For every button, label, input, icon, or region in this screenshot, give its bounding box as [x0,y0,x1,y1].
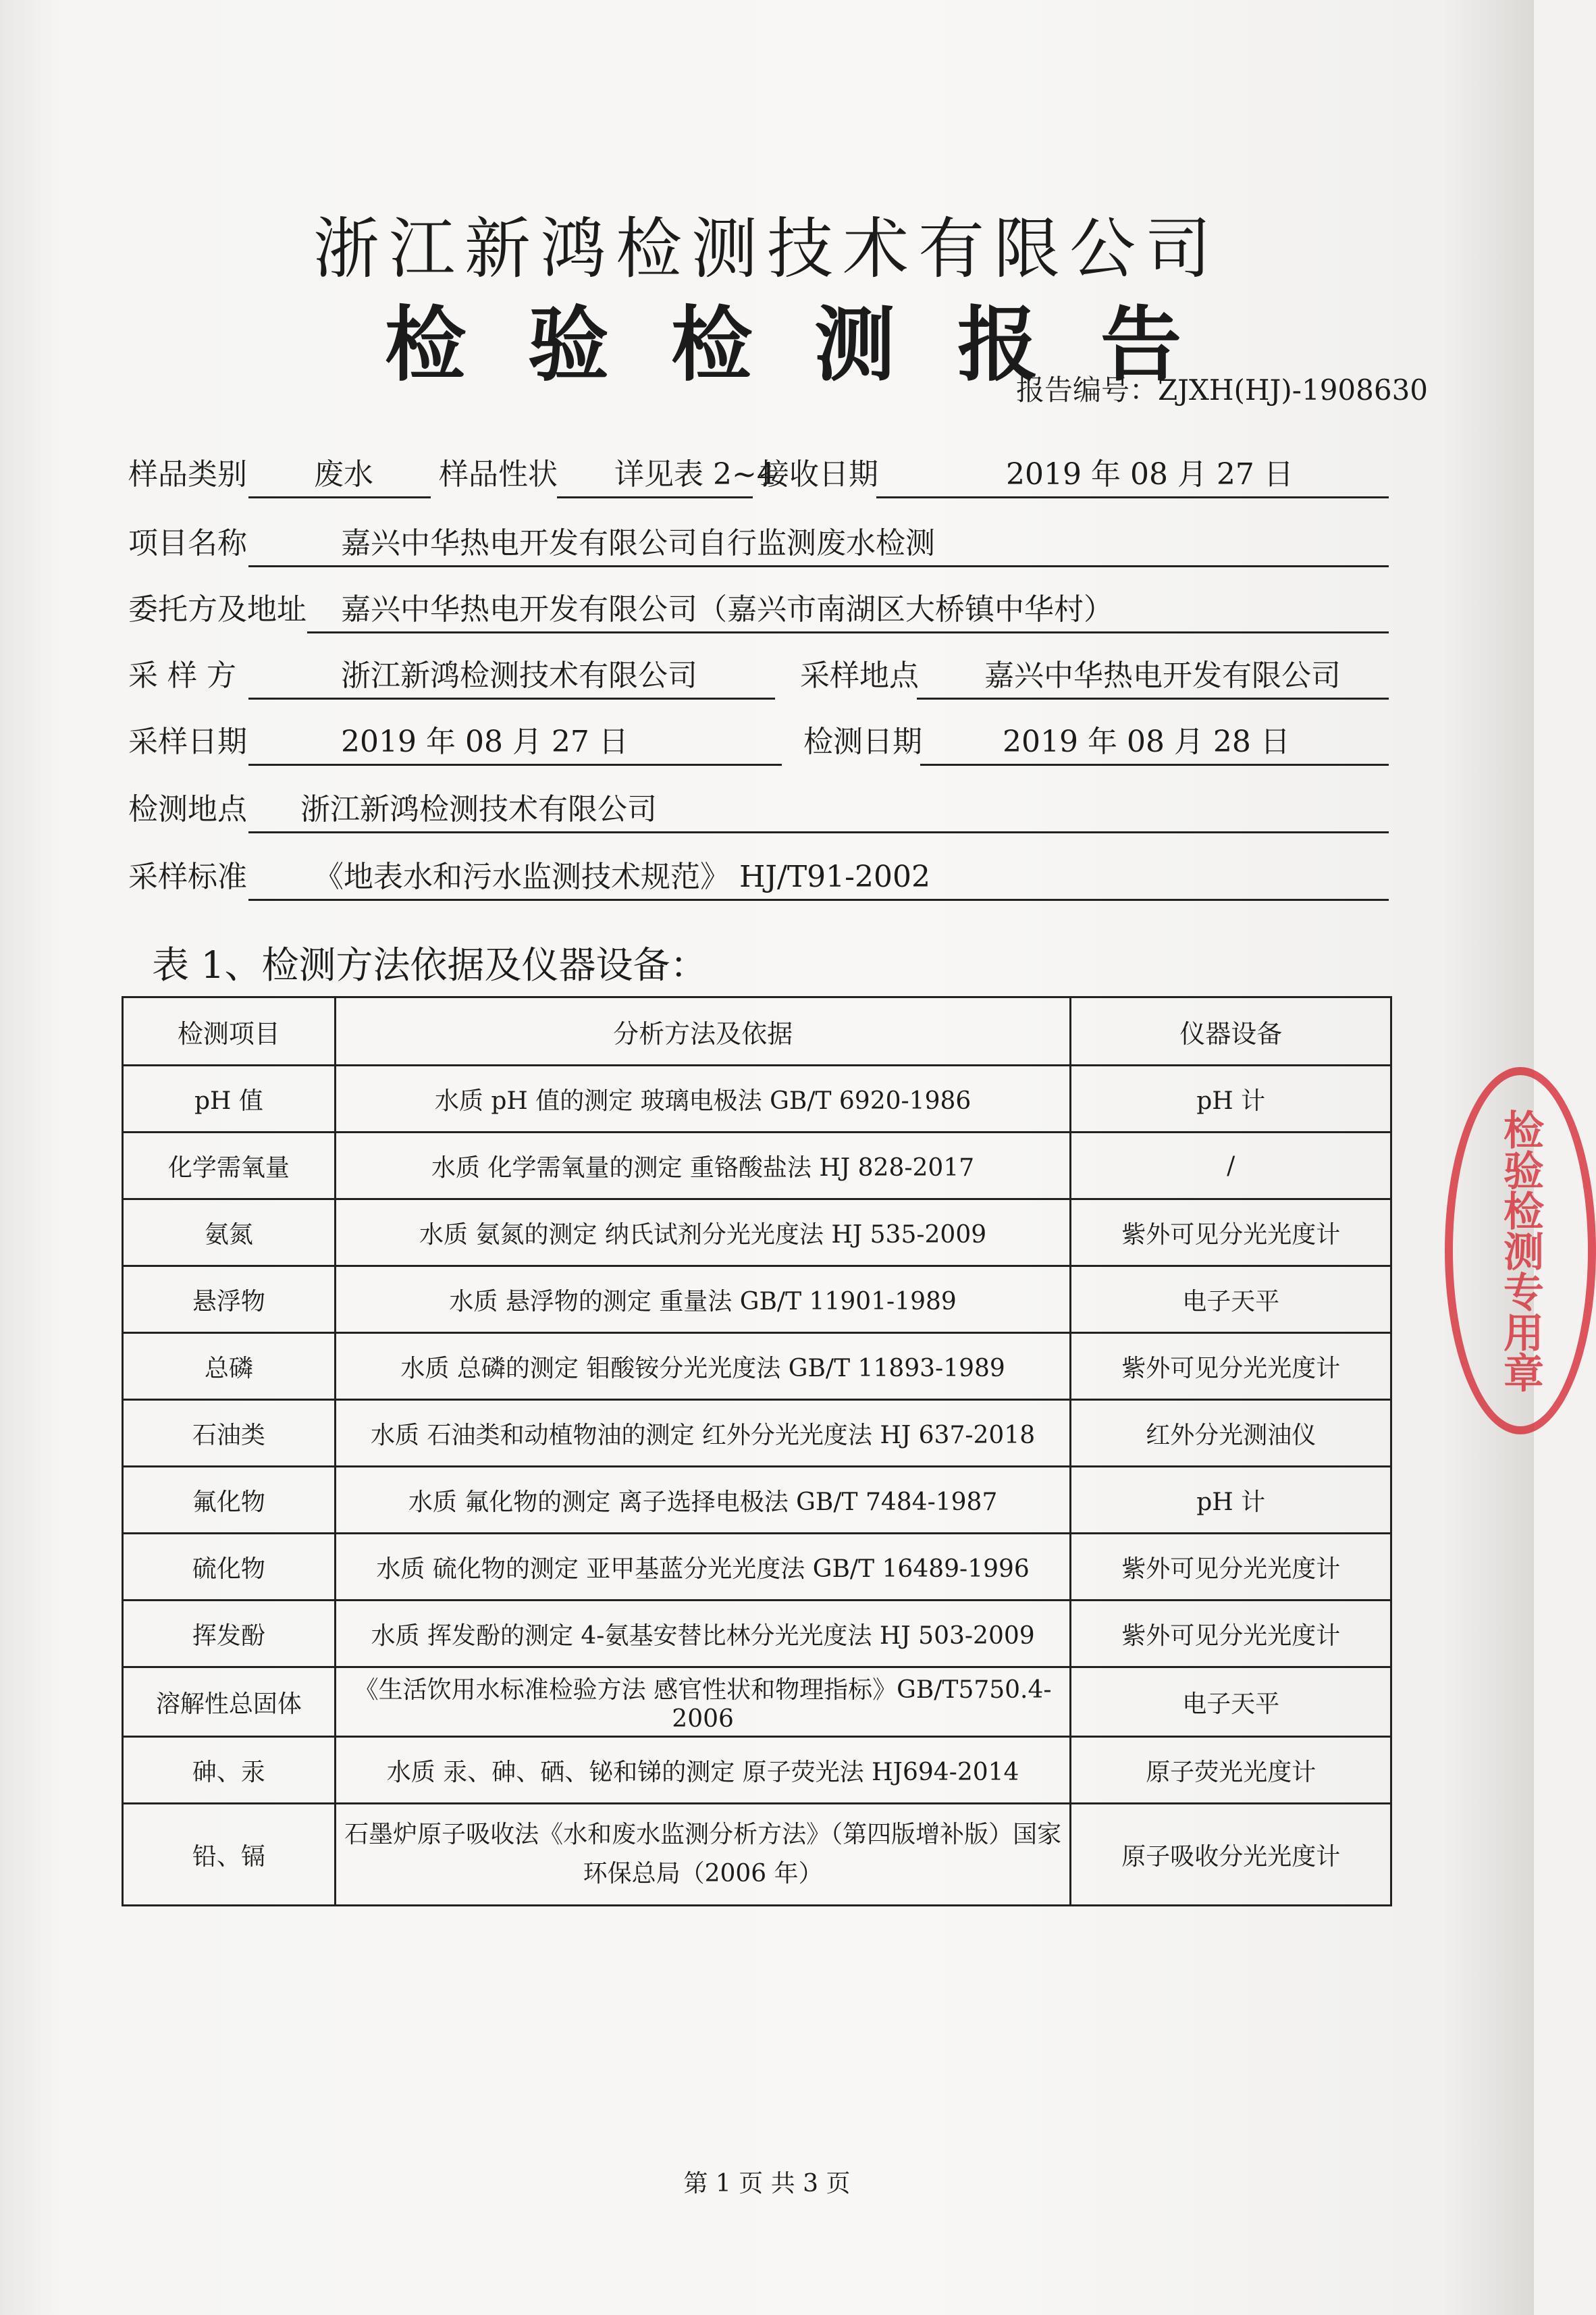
test-site-label: 检测地点 [128,792,247,827]
cell-instrument: / [1071,1133,1391,1199]
underline [876,496,1389,498]
title-char: 测 [814,297,895,392]
table-row [123,1467,1391,1534]
cell-method: 水质 氟化物的测定 离子选择电极法 GB/T 7484-1987 [335,1467,1071,1534]
cell-instrument: 紫外可见分光光度计 [1071,1534,1391,1601]
cell-item: 悬浮物 [123,1266,336,1333]
cell-method: 水质 pH 值的测定 玻璃电极法 GB/T 6920-1986 [335,1066,1071,1133]
cell-instrument: 电子天平 [1071,1266,1391,1333]
header-instrument: 仪器设备 [1071,997,1391,1066]
sample-category-value: 废水 [314,457,373,492]
cell-item: 石油类 [123,1400,336,1467]
title-char: 告 [1100,297,1181,392]
cell-item: pH 值 [123,1066,336,1133]
cell-method: 水质 汞、砷、硒、铋和锑的测定 原子荧光法 HJ694-2014 [335,1737,1071,1804]
test-date-label: 检测日期 [803,725,922,759]
sampling-date-value: 2019 年 08 月 27 日 [341,725,629,759]
table-row [123,1804,1391,1906]
title-char: 检 [671,297,752,392]
sampling-site-label: 采样地点 [800,658,919,693]
underline [917,698,1389,700]
table-row [123,1133,1391,1199]
stamp-text: 检验检测专用章 [1497,1109,1544,1393]
field-row-client [128,586,1389,633]
table-row [123,1601,1391,1667]
underline [248,899,1389,901]
sampling-site-value: 嘉兴中华热电开发有限公司 [984,658,1341,693]
table-row [123,1333,1391,1400]
table-row [123,1737,1391,1804]
field-row-sample [128,451,1389,498]
sampler-label: 采 样 方 [128,658,236,693]
cell-item: 挥发酚 [123,1601,336,1667]
title-char: 验 [528,297,609,392]
title-char: 检 [385,297,466,392]
underline [557,496,753,498]
cell-instrument: 电子天平 [1071,1667,1391,1737]
table-header-row [123,997,1391,1066]
cell-method: 石墨炉原子吸收法《水和废水监测分析方法》（第四版增补版）国家环保总局（2006 年） [335,1804,1071,1906]
cell-instrument: 原子吸收分光光度计 [1071,1804,1391,1906]
cell-instrument: pH 计 [1071,1066,1391,1133]
client-value: 嘉兴中华热电开发有限公司（嘉兴市南湖区大桥镇中华村） [341,592,1113,627]
header-method: 分析方法及依据 [335,997,1071,1066]
table-row [123,1266,1391,1333]
cell-method: 水质 硫化物的测定 亚甲基蓝分光光度法 GB/T 16489-1996 [335,1534,1071,1601]
field-row-standard [128,854,1389,901]
table-caption: 表 1、检测方法依据及仪器设备： [152,943,708,987]
field-row-dates [128,719,1389,766]
table-row [123,1199,1391,1266]
test-date-value: 2019 年 08 月 28 日 [1003,725,1290,759]
cell-item: 砷、汞 [123,1737,336,1804]
project-name-label: 项目名称 [128,526,247,561]
cell-item: 铅、镉 [123,1804,336,1906]
inspection-seal-stamp [1445,1067,1596,1434]
cell-instrument: 紫外可见分光光度计 [1071,1333,1391,1400]
receive-date-label: 接收日期 [760,457,878,492]
field-row-sampler [128,652,1389,700]
sampler-value: 浙江新鸿检测技术有限公司 [341,658,697,693]
cell-item: 硫化物 [123,1534,336,1601]
sampling-date-label: 采样日期 [128,725,247,759]
cell-instrument: 紫外可见分光光度计 [1071,1199,1391,1266]
underline [248,565,1389,567]
company-name: 浙江新鸿检测技术有限公司 [313,211,1221,288]
cell-item: 溶解性总固体 [123,1667,336,1737]
receive-date-value: 2019 年 08 月 27 日 [1006,457,1294,492]
underline [248,496,431,498]
cell-instrument: 原子荧光光度计 [1071,1737,1391,1804]
sampling-standard-value: 《地表水和污水监测技术规范》 HJ/T91-2002 [314,860,930,894]
table-row [123,1400,1391,1467]
sample-state-label: 样品性状 [439,457,558,492]
cell-instrument: pH 计 [1071,1467,1391,1534]
cell-instrument: 紫外可见分光光度计 [1071,1601,1391,1667]
title-char: 报 [957,297,1038,392]
sampling-standard-label: 采样标准 [128,860,247,894]
table-row [123,1667,1391,1737]
header-item: 检测项目 [123,997,336,1066]
underline [248,764,782,766]
test-site-value: 浙江新鸿检测技术有限公司 [300,792,657,827]
underline [248,831,1389,833]
underline [248,698,775,700]
sample-state-value: 详见表 2~4 [614,457,776,492]
cell-item: 氨氮 [123,1199,336,1266]
page-footer: 第 1 页 共 3 页 [683,2170,851,2197]
cell-method: 水质 氨氮的测定 纳氏试剂分光光度法 HJ 535-2009 [335,1199,1071,1266]
sample-category-label: 样品类别 [128,457,247,492]
report-number: 报告编号：ZJXH(HJ)-1908630 [1016,373,1429,407]
field-row-test-site [128,786,1389,833]
cell-method: 水质 悬浮物的测定 重量法 GB/T 11901-1989 [335,1266,1071,1333]
cell-instrument: 红外分光测油仪 [1071,1400,1391,1467]
table-row [123,1066,1391,1133]
cell-method: 《生活饮用水标准检验方法 感官性状和物理指标》GB/T5750.4-2006 [335,1667,1071,1737]
underline [307,631,1389,633]
cell-item: 总磷 [123,1333,336,1400]
cell-method: 水质 总磷的测定 钼酸铵分光光度法 GB/T 11893-1989 [335,1333,1071,1400]
field-row-project [128,520,1389,567]
table-row [123,1534,1391,1601]
cell-method: 水质 挥发酚的测定 4-氨基安替比林分光光度法 HJ 503-2009 [335,1601,1071,1667]
project-name-value: 嘉兴中华热电开发有限公司自行监测废水检测 [341,526,935,561]
cell-item: 化学需氧量 [123,1133,336,1199]
underline [920,764,1389,766]
methods-table [122,996,1392,1906]
cell-method: 水质 石油类和动植物油的测定 红外分光光度法 HJ 637-2018 [335,1400,1071,1467]
cell-method: 水质 化学需氧量的测定 重铬酸盐法 HJ 828-2017 [335,1133,1071,1199]
client-label: 委托方及地址 [128,592,307,627]
cell-item: 氟化物 [123,1467,336,1534]
